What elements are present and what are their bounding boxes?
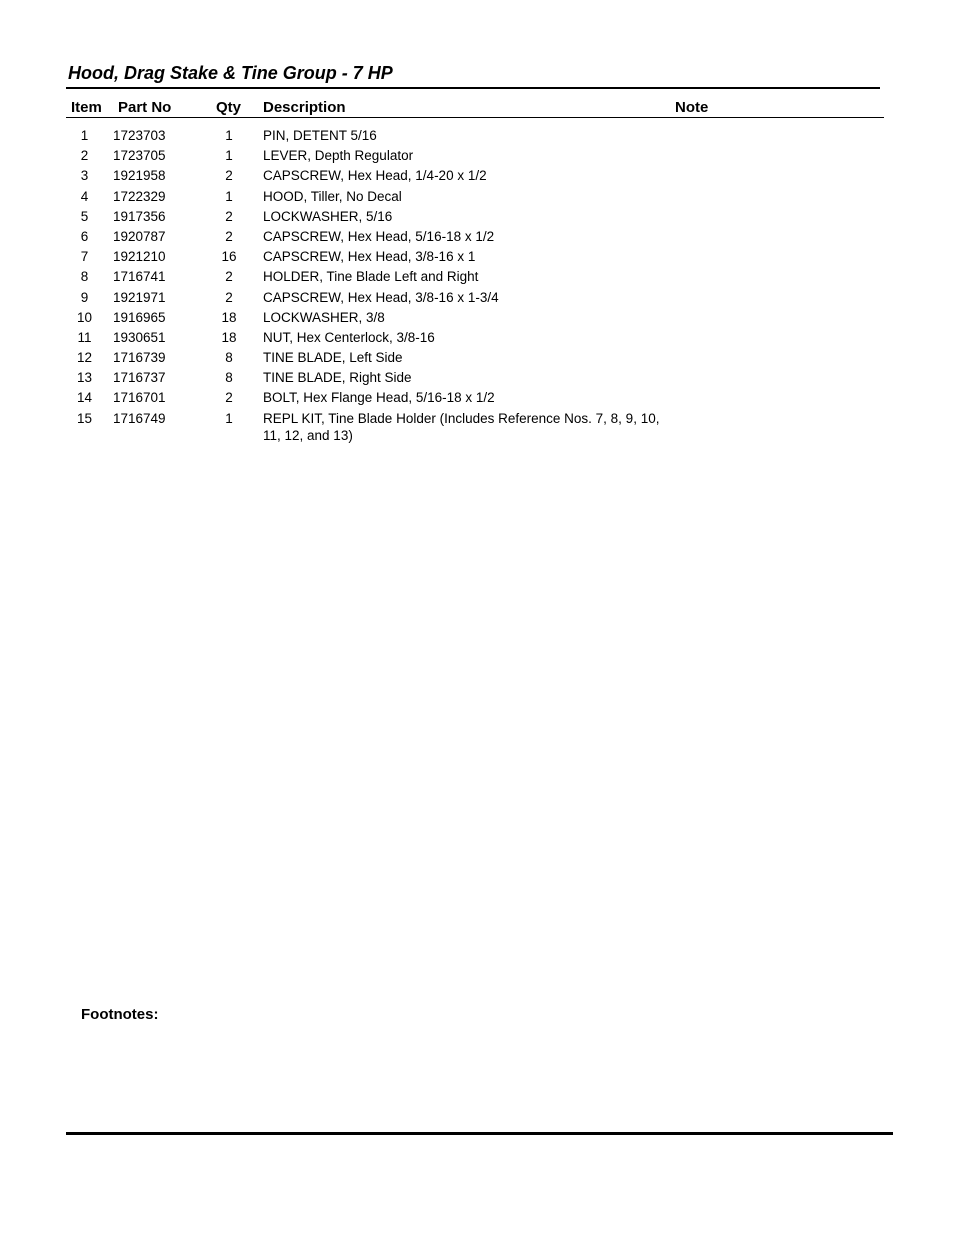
title-divider [66, 87, 880, 89]
row-description: HOLDER, Tine Blade Left and Right [263, 269, 479, 285]
row-qty: 1 [225, 410, 233, 426]
table-row [66, 309, 884, 329]
row-qty: 2 [225, 208, 233, 224]
table-row [66, 329, 884, 349]
row-description: HOOD, Tiller, No Decal [263, 188, 402, 204]
row-description: REPL KIT, Tine Blade Holder (Includes Reference Nos. 7, 8, 9, 10, 11, 12, and 13) [263, 410, 660, 443]
row-item: 7 [80, 249, 89, 265]
header-qty: Qty [216, 99, 242, 116]
table-header [66, 99, 884, 117]
header-item: Item [71, 99, 102, 116]
table-row [66, 248, 884, 268]
row-part-no: 1723705 [113, 148, 166, 164]
row-part-no: 1716739 [113, 350, 166, 366]
row-item: 13 [76, 370, 93, 386]
parts-list [66, 127, 884, 447]
header-description: Description [263, 99, 346, 116]
row-qty: 2 [225, 390, 233, 406]
row-description: CAPSCREW, Hex Head, 3/8-16 x 1-3/4 [263, 289, 499, 305]
header-part-no: Part No [118, 99, 172, 116]
table-row [66, 208, 884, 228]
row-description: TINE BLADE, Right Side [263, 370, 412, 386]
row-qty: 1 [225, 128, 233, 143]
row-qty: 16 [221, 249, 237, 265]
row-qty: 8 [225, 370, 233, 386]
row-qty: 1 [225, 188, 233, 204]
table-row [66, 369, 884, 389]
table-row [66, 268, 884, 288]
row-qty: 18 [221, 309, 237, 325]
table-row [66, 147, 884, 167]
row-part-no: 1722329 [113, 188, 166, 204]
row-part-no: 1921971 [113, 289, 166, 305]
row-part-no: 1920787 [113, 228, 166, 244]
row-qty: 2 [225, 269, 233, 285]
row-qty: 8 [225, 350, 233, 366]
row-description: LEVER, Depth Regulator [263, 148, 414, 164]
row-part-no: 1716737 [113, 370, 166, 386]
row-description: TINE BLADE, Left Side [263, 350, 403, 366]
row-description: CAPSCREW, Hex Head, 3/8-16 x 1 [263, 249, 476, 265]
table-row [66, 410, 884, 447]
row-item: 9 [80, 289, 89, 305]
row-description: LOCKWASHER, 5/16 [263, 208, 393, 224]
row-qty: 2 [225, 289, 233, 305]
row-description: NUT, Hex Centerlock, 3/8-16 [263, 329, 435, 345]
row-part-no: 1917356 [113, 208, 166, 224]
row-part-no: 1921210 [113, 249, 166, 265]
row-part-no: 1930651 [113, 329, 166, 345]
row-part-no: 1716741 [113, 269, 166, 285]
row-part-no: 1916965 [113, 309, 166, 325]
row-qty: 1 [225, 148, 233, 164]
bottom-divider [66, 1132, 893, 1135]
row-qty: 2 [225, 168, 233, 184]
header-note: Note [675, 99, 709, 116]
table-row [66, 289, 884, 309]
row-description: CAPSCREW, Hex Head, 1/4-20 x 1/2 [263, 168, 487, 184]
header-divider [66, 117, 884, 118]
row-description: CAPSCREW, Hex Head, 5/16-18 x 1/2 [263, 228, 495, 244]
row-item: 11 [77, 329, 92, 345]
row-item: 5 [80, 208, 89, 224]
row-item: 1 [80, 128, 89, 143]
row-description: PIN, DETENT 5/16 [263, 128, 377, 143]
row-part-no: 1716701 [113, 390, 166, 406]
row-part-no: 1723703 [113, 128, 166, 143]
row-item: 3 [80, 168, 89, 184]
row-item: 4 [80, 188, 89, 204]
row-qty: 18 [221, 329, 237, 345]
footnotes-label: Footnotes: [81, 1006, 159, 1023]
table-row [66, 228, 884, 248]
table-row [66, 389, 884, 409]
row-part-no: 1716749 [113, 410, 166, 426]
row-qty: 2 [225, 228, 233, 244]
page-title: Hood, Drag Stake & Tine Group - 7 HP [68, 63, 393, 83]
row-item: 15 [76, 410, 93, 426]
row-item: 2 [80, 148, 89, 164]
row-item: 10 [76, 309, 93, 325]
row-item: 14 [76, 390, 93, 406]
table-row [66, 349, 884, 369]
table-row [66, 167, 884, 187]
table-row [66, 188, 884, 208]
row-item: 6 [80, 228, 89, 244]
row-item: 12 [76, 350, 93, 366]
row-description: BOLT, Hex Flange Head, 5/16-18 x 1/2 [263, 390, 495, 406]
table-row [66, 127, 884, 147]
row-item: 8 [80, 269, 89, 285]
row-part-no: 1921958 [113, 168, 166, 184]
row-description: LOCKWASHER, 3/8 [263, 309, 385, 325]
